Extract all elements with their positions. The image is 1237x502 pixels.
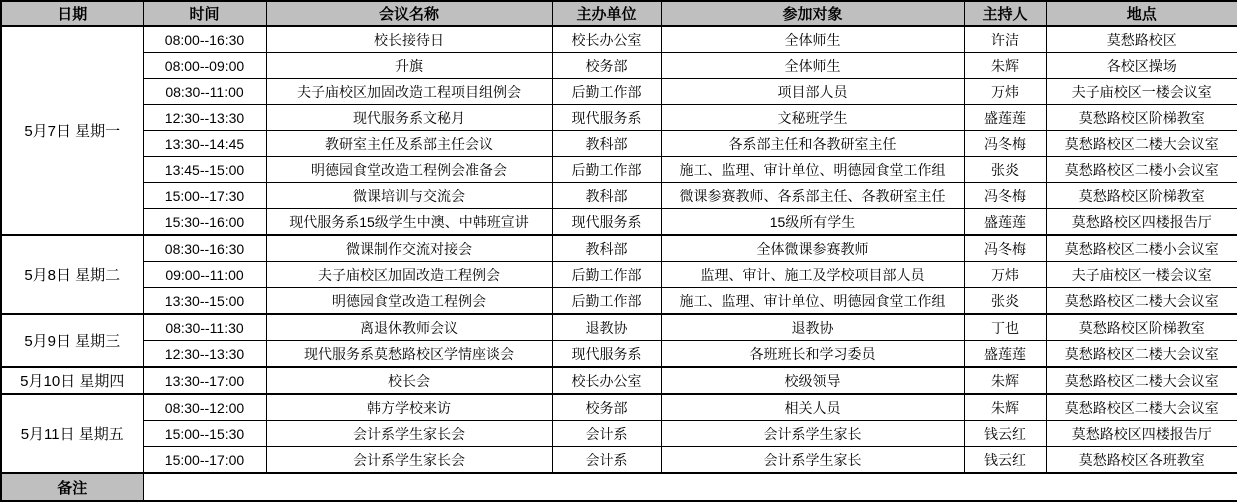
location-cell: 夫子庙校区一楼会议室 xyxy=(1046,79,1237,105)
schedule-row xyxy=(1,131,1237,157)
notes-value xyxy=(143,473,1237,501)
schedule-row xyxy=(1,53,1237,79)
location-cell: 莫愁路校区二楼大会议室 xyxy=(1046,367,1237,394)
location-cell: 莫愁路校区二楼小会议室 xyxy=(1046,235,1237,262)
location-cell: 夫子庙校区一楼会议室 xyxy=(1046,262,1237,288)
schedule-row xyxy=(1,157,1237,183)
schedule-row xyxy=(1,314,1237,341)
time-cell: 08:30--12:00 xyxy=(143,394,266,421)
meeting-cell: 微课制作交流对接会 xyxy=(266,235,552,262)
location-cell: 莫愁路校区四楼报告厅 xyxy=(1046,421,1237,447)
host-cell: 万炜 xyxy=(964,262,1046,288)
location-cell: 莫愁路校区二楼大会议室 xyxy=(1046,394,1237,421)
host-cell: 盛莲莲 xyxy=(964,341,1046,368)
time-cell: 12:30--13:30 xyxy=(143,341,266,368)
host-cell: 万炜 xyxy=(964,79,1046,105)
location-cell: 莫愁路校区四楼报告厅 xyxy=(1046,209,1237,236)
time-cell: 15:00--15:30 xyxy=(143,421,266,447)
participants-cell: 校级领导 xyxy=(661,367,964,394)
organizer-cell: 校务部 xyxy=(552,394,661,421)
host-cell: 朱辉 xyxy=(964,367,1046,394)
meeting-cell: 升旗 xyxy=(266,53,552,79)
participants-cell: 各系部主任和各教研室主任 xyxy=(661,131,964,157)
meeting-cell: 教研室主任及系部主任会议 xyxy=(266,131,552,157)
organizer-cell: 教科部 xyxy=(552,183,661,209)
schedule-row xyxy=(1,288,1237,315)
date-cell: 5月11日 星期五 xyxy=(1,394,143,473)
host-cell: 冯冬梅 xyxy=(964,235,1046,262)
header-row xyxy=(1,1,1237,26)
schedule-row xyxy=(1,367,1237,394)
location-cell: 莫愁路校区二楼大会议室 xyxy=(1046,341,1237,368)
organizer-cell: 现代服务系 xyxy=(552,105,661,131)
host-cell: 冯冬梅 xyxy=(964,183,1046,209)
organizer-cell: 会计系 xyxy=(552,421,661,447)
meeting-cell: 校长会 xyxy=(266,367,552,394)
organizer-cell: 现代服务系 xyxy=(552,209,661,236)
participants-cell: 项目部人员 xyxy=(661,79,964,105)
participants-cell: 全体师生 xyxy=(661,26,964,53)
date-cell: 5月10日 星期四 xyxy=(1,367,143,394)
participants-cell: 微课参赛教师、各系部主任、各教研室主任 xyxy=(661,183,964,209)
time-cell: 15:00--17:30 xyxy=(143,183,266,209)
time-cell: 08:30--16:30 xyxy=(143,235,266,262)
participants-cell: 全体师生 xyxy=(661,53,964,79)
organizer-cell: 退教协 xyxy=(552,314,661,341)
notes-label: 备注 xyxy=(1,473,143,501)
time-cell: 15:30--16:00 xyxy=(143,209,266,236)
schedule-row xyxy=(1,105,1237,131)
time-cell: 13:30--17:00 xyxy=(143,367,266,394)
date-cell: 5月9日 星期三 xyxy=(1,314,143,367)
col-header-location: 地点 xyxy=(1046,1,1237,26)
schedule-row xyxy=(1,79,1237,105)
notes-row xyxy=(1,473,1237,501)
participants-cell: 全体微课参赛教师 xyxy=(661,235,964,262)
time-cell: 08:00--16:30 xyxy=(143,26,266,53)
organizer-cell: 现代服务系 xyxy=(552,341,661,368)
participants-cell: 15级所有学生 xyxy=(661,209,964,236)
host-cell: 许洁 xyxy=(964,26,1046,53)
host-cell: 朱辉 xyxy=(964,53,1046,79)
time-cell: 13:30--15:00 xyxy=(143,288,266,315)
schedule-row xyxy=(1,235,1237,262)
col-header-meeting-name: 会议名称 xyxy=(266,1,552,26)
participants-cell: 会计系学生家长 xyxy=(661,421,964,447)
col-header-host: 主持人 xyxy=(964,1,1046,26)
location-cell: 莫愁路校区二楼大会议室 xyxy=(1046,131,1237,157)
schedule-row xyxy=(1,26,1237,53)
host-cell: 朱辉 xyxy=(964,394,1046,421)
meeting-cell: 现代服务系15级学生中澳、中韩班宣讲 xyxy=(266,209,552,236)
location-cell: 莫愁路校区二楼小会议室 xyxy=(1046,157,1237,183)
schedule-row xyxy=(1,421,1237,447)
schedule-row xyxy=(1,262,1237,288)
organizer-cell: 校务部 xyxy=(552,53,661,79)
schedule-row xyxy=(1,183,1237,209)
meeting-cell: 明德园食堂改造工程例会准备会 xyxy=(266,157,552,183)
participants-cell: 文秘班学生 xyxy=(661,105,964,131)
participants-cell: 施工、监理、审计单位、明德园食堂工作组 xyxy=(661,288,964,315)
date-cell: 5月7日 星期一 xyxy=(1,26,143,235)
meeting-cell: 现代服务系莫愁路校区学情座谈会 xyxy=(266,341,552,368)
time-cell: 08:30--11:30 xyxy=(143,314,266,341)
schedule-row xyxy=(1,394,1237,421)
location-cell: 莫愁路校区阶梯教室 xyxy=(1046,105,1237,131)
host-cell: 钱云红 xyxy=(964,421,1046,447)
host-cell: 丁也 xyxy=(964,314,1046,341)
schedule-row xyxy=(1,341,1237,368)
host-cell: 张炎 xyxy=(964,157,1046,183)
participants-cell: 施工、监理、审计单位、明德园食堂工作组 xyxy=(661,157,964,183)
organizer-cell: 会计系 xyxy=(552,447,661,474)
meeting-cell: 校长接待日 xyxy=(266,26,552,53)
schedule-row xyxy=(1,447,1237,474)
time-cell: 08:30--11:00 xyxy=(143,79,266,105)
host-cell: 张炎 xyxy=(964,288,1046,315)
location-cell: 莫愁路校区 xyxy=(1046,26,1237,53)
participants-cell: 会计系学生家长 xyxy=(661,447,964,474)
meeting-cell: 离退休教师会议 xyxy=(266,314,552,341)
participants-cell: 监理、审计、施工及学校项目部人员 xyxy=(661,262,964,288)
organizer-cell: 校长办公室 xyxy=(552,367,661,394)
time-cell: 15:00--17:00 xyxy=(143,447,266,474)
meeting-cell: 夫子庙校区加固改造工程例会 xyxy=(266,262,552,288)
organizer-cell: 教科部 xyxy=(552,235,661,262)
time-cell: 13:45--15:00 xyxy=(143,157,266,183)
time-cell: 12:30--13:30 xyxy=(143,105,266,131)
participants-cell: 相关人员 xyxy=(661,394,964,421)
col-header-date: 日期 xyxy=(1,1,143,26)
col-header-participants: 参加对象 xyxy=(661,1,964,26)
meeting-cell: 会计系学生家长会 xyxy=(266,447,552,474)
schedule-row xyxy=(1,209,1237,236)
organizer-cell: 后勤工作部 xyxy=(552,288,661,315)
organizer-cell: 后勤工作部 xyxy=(552,157,661,183)
time-cell: 09:00--11:00 xyxy=(143,262,266,288)
host-cell: 钱云红 xyxy=(964,447,1046,474)
host-cell: 盛莲莲 xyxy=(964,209,1046,236)
meeting-cell: 韩方学校来访 xyxy=(266,394,552,421)
location-cell: 莫愁路校区各班教室 xyxy=(1046,447,1237,474)
meeting-cell: 明德园食堂改造工程例会 xyxy=(266,288,552,315)
participants-cell: 各班班长和学习委员 xyxy=(661,341,964,368)
location-cell: 莫愁路校区二楼大会议室 xyxy=(1046,288,1237,315)
participants-cell: 退教协 xyxy=(661,314,964,341)
meeting-cell: 现代服务系文秘月 xyxy=(266,105,552,131)
organizer-cell: 教科部 xyxy=(552,131,661,157)
organizer-cell: 校长办公室 xyxy=(552,26,661,53)
organizer-cell: 后勤工作部 xyxy=(552,262,661,288)
date-cell: 5月8日 星期二 xyxy=(1,235,143,314)
location-cell: 各校区操场 xyxy=(1046,53,1237,79)
meeting-cell: 夫子庙校区加固改造工程项目组例会 xyxy=(266,79,552,105)
location-cell: 莫愁路校区阶梯教室 xyxy=(1046,314,1237,341)
meeting-cell: 微课培训与交流会 xyxy=(266,183,552,209)
col-header-organizer: 主办单位 xyxy=(552,1,661,26)
time-cell: 08:00--09:00 xyxy=(143,53,266,79)
time-cell: 13:30--14:45 xyxy=(143,131,266,157)
location-cell: 莫愁路校区阶梯教室 xyxy=(1046,183,1237,209)
host-cell: 冯冬梅 xyxy=(964,131,1046,157)
meeting-cell: 会计系学生家长会 xyxy=(266,421,552,447)
organizer-cell: 后勤工作部 xyxy=(552,79,661,105)
host-cell: 盛莲莲 xyxy=(964,105,1046,131)
col-header-time: 时间 xyxy=(143,1,266,26)
